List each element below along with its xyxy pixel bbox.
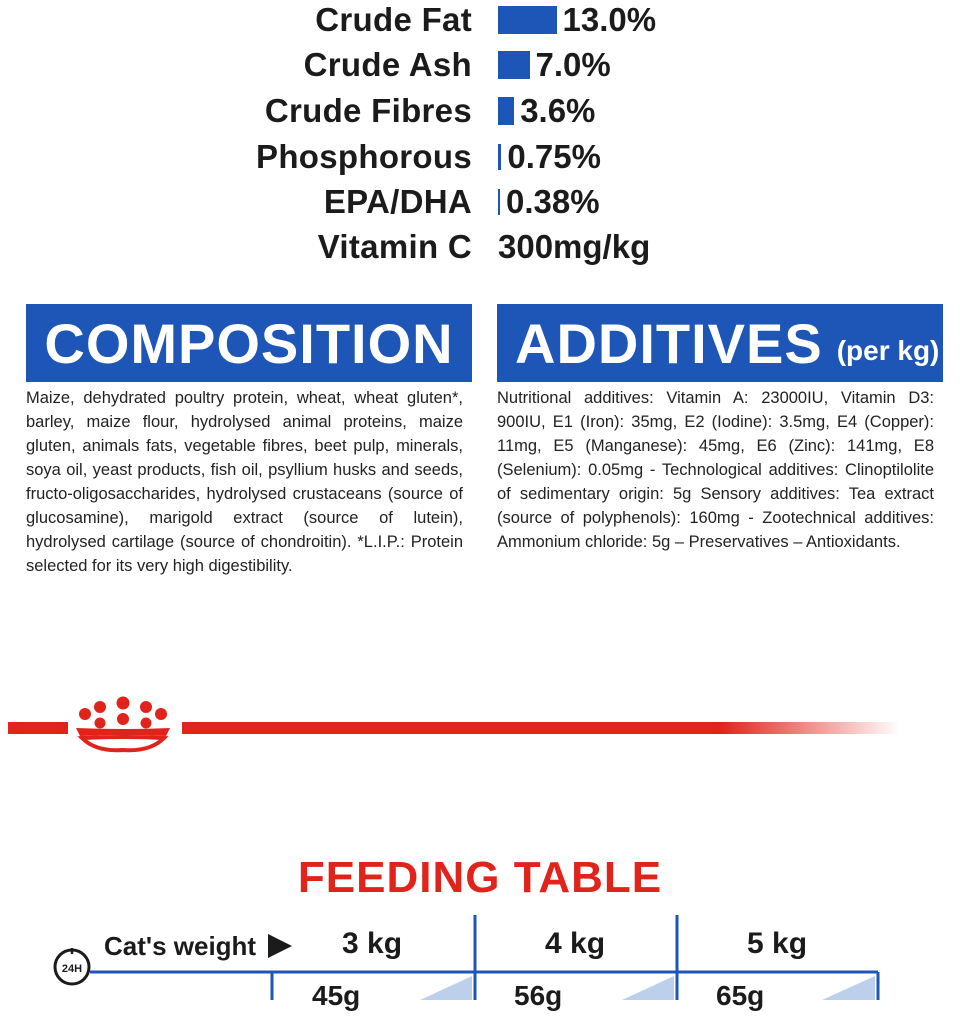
cat-weight-label: Cat's weight xyxy=(104,931,257,961)
nutrient-value xyxy=(498,137,601,177)
composition-header xyxy=(26,304,472,382)
weight-5kg: 5 kg xyxy=(746,927,808,960)
nutrient-value xyxy=(498,45,611,85)
cell-shade xyxy=(420,976,472,1000)
grams-3kg: 45g xyxy=(312,980,361,1011)
nutrient-value xyxy=(498,91,595,131)
additives-header xyxy=(497,304,943,382)
weight-4kg: 4 kg xyxy=(544,927,606,960)
crown-icon xyxy=(76,697,170,751)
nutrient-label: Crude Fat xyxy=(315,1,472,38)
additives-title: ADDITIVES xyxy=(515,311,823,375)
nutrient-bar xyxy=(498,144,501,170)
nutrient-label: Crude Fibres xyxy=(264,92,472,129)
nutrient-value-text: 0.75% xyxy=(507,138,601,175)
additives-suffix: (per kg) xyxy=(836,335,940,366)
nutrient-value-text: 3.6% xyxy=(520,92,596,129)
grams-4kg: 56g xyxy=(514,980,563,1011)
nutrient-bar xyxy=(498,51,530,79)
nutrient-value xyxy=(498,0,656,40)
additives-text: Nutritional additives: Vitamin A: 23000IU, Vitamin D3: 900IU, E1 (Iron): 35mg, E2 (Iodine): 3.5mg, E4 (Copper): 11mg, E5 (Manganese): 45mg, E6 (Zinc): 141mg, E8 (Selenium): 0.05mg - Technological additives: Clinoptilolite of sedimentary origin: 5g Sensory additives: Tea extract (source of polyphenols): 160mg - Zootechnical additives: Ammonium chloride: 5g – Preservatives – Antioxidants. xyxy=(497,389,934,551)
nutrient-row-epa-dha xyxy=(0,182,960,226)
nutrient-row-crude-ash xyxy=(0,45,960,89)
nutrient-label: Crude Ash xyxy=(303,46,472,83)
nutrient-row-crude-fibres xyxy=(0,91,960,135)
weight-3kg: 3 kg xyxy=(341,927,403,960)
cell-shade xyxy=(622,976,674,1000)
nutrient-row-vitamin-c xyxy=(0,227,960,271)
nutrient-value-text: 7.0% xyxy=(535,46,611,83)
clock-24h-label: 24H xyxy=(61,963,83,975)
nutrient-bar xyxy=(498,97,514,125)
composition-title: COMPOSITION xyxy=(44,311,454,375)
nutrient-value-text: 13.0% xyxy=(562,1,657,38)
nutrient-row-crude-fat xyxy=(0,0,960,44)
nutrient-value xyxy=(498,227,650,267)
nutrient-value-text: 0.38% xyxy=(506,183,600,220)
nutrient-value xyxy=(498,182,600,222)
grams-5kg: 65g xyxy=(716,980,765,1011)
feeding-table-title: FEEDING TABLE xyxy=(297,853,663,902)
nutrient-label: Phosphorous xyxy=(256,138,472,175)
nutrient-label: EPA/DHA xyxy=(323,183,472,220)
nutrient-row-phosphorous xyxy=(0,137,960,181)
crown-divider xyxy=(0,690,960,760)
divider-line-right xyxy=(182,722,900,734)
clock-24h-icon xyxy=(55,948,89,984)
nutrient-value-text: 300mg/kg xyxy=(498,228,651,265)
divider-line-left xyxy=(8,722,68,734)
nutrient-bar xyxy=(498,6,557,34)
cell-shade xyxy=(822,976,875,1000)
composition-text: Maize, dehydrated poultry protein, wheat, wheat gluten*, barley, maize flour, hydrolysed animal proteins, maize gluten, animals fats, vegetable fibres, beet pulp, minerals, soya oil, yeast products, fish oil, psyllium husks and seeds, fructo-oligosaccharides, hydrolysed crustaceans (source of glucosamine), marigold extract (source of lutein), hydrolysed cartilage (source of chondroitin). *L.I.P.: Protein selected for its very high digestibility. xyxy=(26,389,463,575)
nutrient-bar xyxy=(498,189,500,215)
nutrient-label: Vitamin C xyxy=(317,228,472,265)
